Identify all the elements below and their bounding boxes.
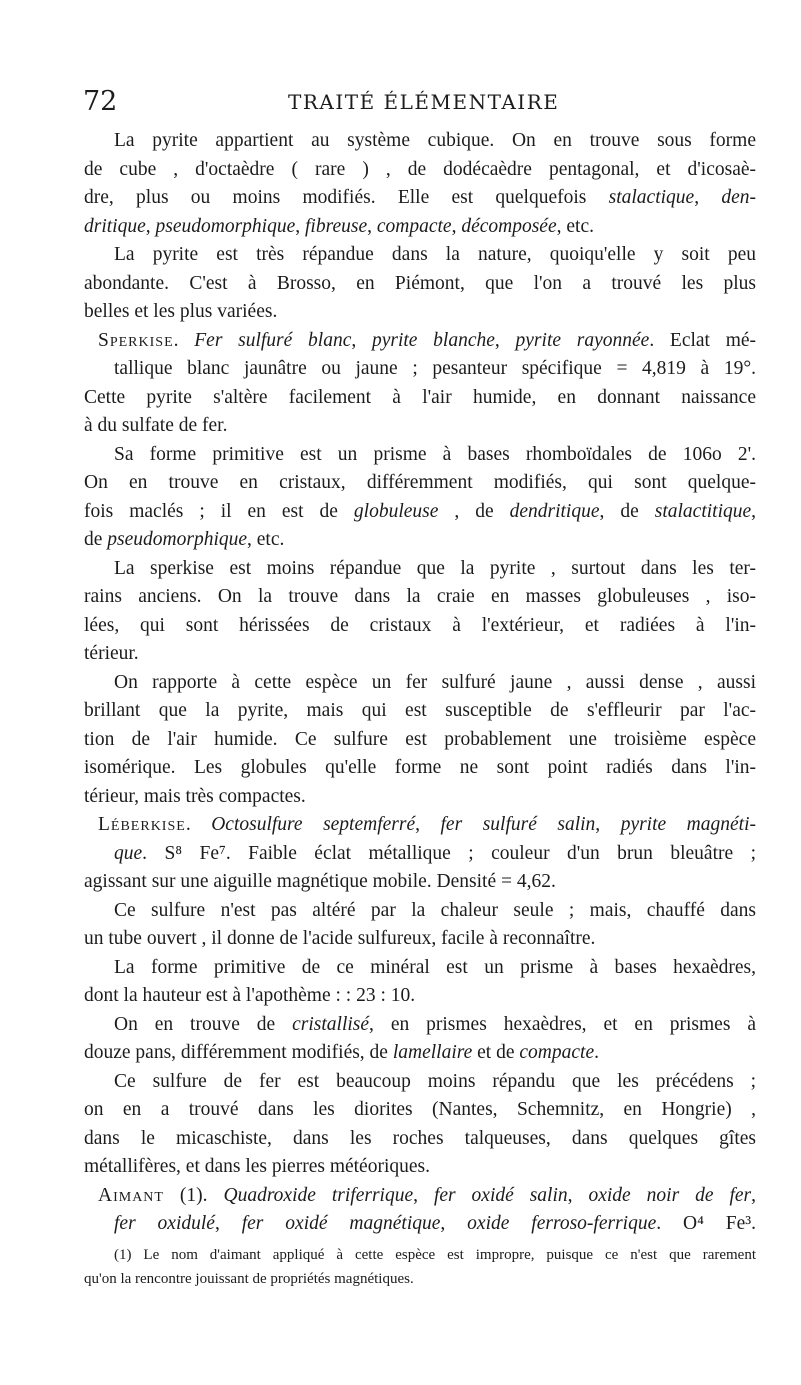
text-run: dre, plus ou moins modifiés. Elle est quelquefois (84, 187, 609, 208)
entry-heading: Sperkise (98, 329, 174, 351)
italic-term: stalactitique (654, 500, 752, 522)
text-run: Ce sulfure de fer est beaucoup moins répandu que les précédens ; (114, 1070, 756, 1092)
footnote-line: qu'on la rencontre jouissant de propriétés magnétiques. (84, 1271, 414, 1287)
italic-term: fer oxidé salin (433, 1184, 568, 1206)
text-line (84, 811, 756, 840)
text-line (84, 1096, 756, 1125)
italic-term: pyrite blanche (371, 329, 495, 351)
text-line (84, 840, 756, 869)
italic-term: oxide ferroso-ferrique (467, 1213, 657, 1234)
text-run: La sperkise est moins répandue que la pyrite , surtout dans les ter- (114, 557, 756, 579)
text-line (84, 1068, 756, 1097)
text-line (84, 783, 756, 812)
text-line (84, 184, 756, 213)
text-run: On en trouve en cristaux, différemment modifiés, qui sont quelque- (84, 472, 756, 493)
text-run: , de (599, 500, 655, 522)
text-line (84, 156, 756, 185)
text-line (84, 213, 756, 242)
text-line (84, 555, 756, 584)
text-run: métallifères, et dans les pierres météoriques. (84, 1156, 430, 1177)
italic-term: compacte (376, 215, 452, 237)
text-run: , (440, 1213, 468, 1234)
text-run: . S⁸ Fe⁷. Faible éclat métallique ; couleur d'un brun bleuâtre ; (142, 842, 756, 864)
text-line (84, 612, 756, 641)
text-line (84, 669, 756, 698)
text-run: abondante. C'est à Brosso, en Piémont, que l'on a trouvé les plus (84, 272, 756, 294)
page-number: 72 (83, 86, 118, 117)
text-line (84, 127, 756, 156)
text-run: , etc. (556, 215, 594, 237)
text-run: isomérique. Les globules qu'elle forme ne sont point radiés dans l'in- (84, 757, 756, 778)
italic-term: Fer sulfuré blanc (194, 329, 352, 351)
text-line (84, 897, 756, 926)
text-line (84, 754, 756, 783)
italic-term: pseudomorphique (107, 529, 248, 550)
italic-term: stalactique (608, 187, 695, 208)
text-run: , (451, 215, 462, 237)
text-run: et de (472, 1042, 520, 1063)
entry-heading: Léberkise (98, 814, 186, 835)
text-line (84, 868, 756, 897)
text-run: , en prismes hexaèdres, et en prismes à (369, 1013, 756, 1035)
text-line (84, 925, 756, 954)
text-run: , (494, 329, 516, 351)
text-run: , (694, 187, 722, 208)
text-line (84, 298, 756, 327)
text-run: , (751, 1184, 756, 1206)
text-run: . (594, 1042, 599, 1063)
footnote (84, 1243, 756, 1291)
text-run: , (595, 814, 621, 835)
text-run: , (367, 215, 377, 237)
italic-term: pyrite magnéti- (620, 814, 756, 835)
text-run: . (185, 814, 212, 835)
italic-term: cristallisé (292, 1013, 370, 1035)
text-run: La pyrite appartient au système cubique. On en trouve sous forme (114, 130, 756, 151)
text-run: . O⁴ Fe³. (656, 1213, 756, 1234)
text-line (84, 270, 756, 299)
text-line (84, 583, 756, 612)
body-text (84, 127, 756, 1239)
italic-term: compacte (519, 1042, 595, 1063)
italic-term: pseudomorphique (155, 215, 296, 237)
text-run: , (751, 500, 756, 522)
text-run: On rapporte à cette espèce un fer sulfuré jaune , aussi dense , aussi (114, 671, 756, 693)
italic-term: dendritique (509, 500, 600, 522)
text-run: Sa forme primitive est un prisme à bases rhomboïdales de 106o 2'. (114, 443, 756, 465)
text-line (84, 355, 756, 384)
text-line (84, 726, 756, 755)
text-line (84, 1125, 756, 1154)
text-run: de (84, 529, 108, 550)
italic-term: pyrite rayonnée (515, 329, 650, 351)
text-line (84, 982, 756, 1011)
text-run: , (214, 1213, 242, 1234)
text-run: tallique blanc jaunâtre ou jaune ; pesanteur spécifique = 4,819 à 19°. (114, 358, 756, 379)
text-run: à du sulfate de fer. (84, 415, 228, 436)
text-line (84, 1153, 756, 1182)
text-line (84, 441, 756, 470)
text-run: belles et les plus variées. (84, 301, 278, 322)
text-run: dont la hauteur est à l'apothème : : 23 : 10. (84, 985, 416, 1006)
italic-term: dritique (84, 215, 146, 237)
text-run: , (567, 1184, 589, 1206)
running-title: TRAITÉ ÉLÉMENTAIRE (288, 90, 560, 114)
text-run: lées, qui sont hérissées de cristaux à l'extérieur, et radiées à l'in- (84, 614, 756, 636)
text-run: brillant que la pyrite, mais qui est susceptible de s'effleurir par l'ac- (84, 700, 756, 721)
text-run: On en trouve de (114, 1013, 293, 1035)
text-run: térieur. (84, 643, 139, 664)
text-run: , (351, 329, 372, 351)
italic-term: décomposée (461, 215, 557, 237)
text-run: , (295, 215, 305, 237)
text-line (84, 498, 756, 527)
text-run: agissant sur une aiguille magnétique mobile. Densité = 4,62. (84, 871, 556, 892)
italic-term: oxide noir de fer (588, 1184, 752, 1206)
text-run: un tube ouvert , il donne de l'acide sulfureux, facile à reconnaître. (84, 928, 596, 949)
italic-term: globuleuse (353, 500, 439, 522)
text-run: , (145, 215, 156, 237)
italic-term: que (114, 842, 143, 864)
italic-term: lamellaire (392, 1042, 473, 1063)
text-line (84, 1039, 756, 1068)
italic-term: den- (721, 187, 756, 208)
text-line (84, 1182, 756, 1211)
text-run: dans le micaschiste, dans les roches talqueuses, dans quelques gîtes (84, 1127, 756, 1149)
italic-term: fibreuse (305, 215, 368, 237)
text-run: rains anciens. On la trouve dans la craie en masses globuleuses , iso- (84, 586, 756, 607)
text-line (84, 412, 756, 441)
text-line (84, 327, 756, 356)
text-run: térieur, mais très compactes. (84, 785, 306, 807)
text-run: . Eclat mé- (649, 329, 756, 351)
text-run: . (173, 329, 195, 351)
text-run: fois maclés ; il en est de (84, 500, 354, 522)
italic-term: Octosulfure septemferré (211, 814, 416, 835)
text-line (84, 241, 756, 270)
text-run: , (415, 814, 441, 835)
italic-term: fer sulfuré salin (440, 814, 596, 835)
footnote-line: (1) Le nom d'aimant appliqué à cette espèce est impropre, puisque ce n'est que rarement (114, 1247, 756, 1263)
text-run: , de (438, 500, 510, 522)
italic-term: fer oxidulé (114, 1213, 215, 1234)
text-run: , etc. (247, 529, 285, 550)
text-run: Ce sulfure n'est pas altéré par la chaleur seule ; mais, chauffé dans (114, 899, 756, 921)
text-run: douze pans, différemment modifiés, de (84, 1042, 393, 1063)
text-line (84, 640, 756, 669)
text-run: on en a trouvé dans les diorites (Nantes, Schemnitz, en Hongrie) , (84, 1099, 756, 1120)
text-run: Cette pyrite s'altère facilement à l'air humide, en donnant naissance (84, 386, 756, 408)
text-line (84, 1210, 756, 1239)
italic-term: fer oxidé magnétique (241, 1213, 441, 1234)
text-line (84, 697, 756, 726)
italic-term: Quadroxide triferrique (223, 1184, 414, 1206)
text-line (84, 1011, 756, 1040)
text-run: tion de l'air humide. Ce sulfure est probablement une troisième espèce (84, 728, 756, 750)
text-run: de cube , d'octaèdre ( rare ) , de dodécaèdre pentagonal, et d'icosaè- (84, 158, 756, 180)
text-line (84, 526, 756, 555)
text-run: La pyrite est très répandue dans la nature, quoiqu'elle y soit peu (114, 244, 756, 265)
text-line (84, 384, 756, 413)
text-line (84, 954, 756, 983)
text-line (84, 469, 756, 498)
text-run: , (413, 1184, 434, 1206)
text-run: (1). (163, 1184, 224, 1206)
text-run: La forme primitive de ce minéral est un prisme à bases hexaèdres, (114, 956, 756, 978)
entry-heading: Aimant (98, 1184, 164, 1206)
